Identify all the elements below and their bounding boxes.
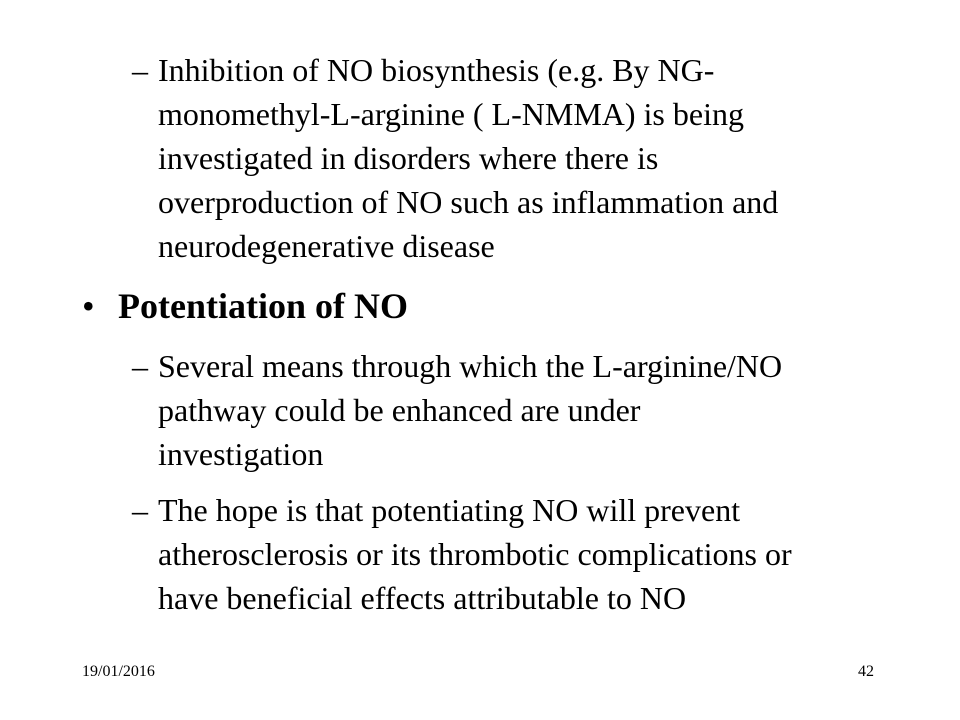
text-line: investigated in disorders where there is	[158, 140, 659, 176]
dash-marker: –	[132, 492, 148, 528]
bullet-heading: Potentiation of NO	[118, 286, 408, 326]
footer-date: 19/01/2016	[82, 663, 155, 680]
text-line: Inhibition of NO biosynthesis (e.g. By NG-	[158, 52, 715, 88]
sub-bullet-text	[158, 344, 912, 476]
text-line: have beneficial effects attributable to NO	[158, 580, 687, 616]
footer-page-number: 42	[858, 663, 874, 680]
sub-bullet-text	[158, 488, 912, 620]
text-line: Several means through which the L-arginine/NO	[158, 348, 783, 384]
sub-bullet-hope	[132, 488, 912, 620]
dash-marker: –	[132, 348, 148, 384]
sub-bullet-text	[158, 48, 912, 268]
text-line: atherosclerosis or its thrombotic complications or	[158, 536, 792, 572]
sub-bullet-several-means	[132, 344, 912, 476]
text-line: investigation	[158, 436, 324, 472]
text-line: The hope is that potentiating NO will prevent	[158, 492, 741, 528]
text-line: monomethyl-L-arginine ( L-NMMA) is being	[158, 96, 744, 132]
text-line: neurodegenerative disease	[158, 228, 495, 264]
text-line: overproduction of NO such as inflammation and	[158, 184, 779, 220]
bullet-potentiation	[82, 284, 408, 328]
text-line: pathway could be enhanced are under	[158, 392, 641, 428]
sub-bullet-inhibition	[132, 48, 912, 268]
bullet-marker: •	[82, 286, 95, 326]
dash-marker: –	[132, 52, 148, 88]
